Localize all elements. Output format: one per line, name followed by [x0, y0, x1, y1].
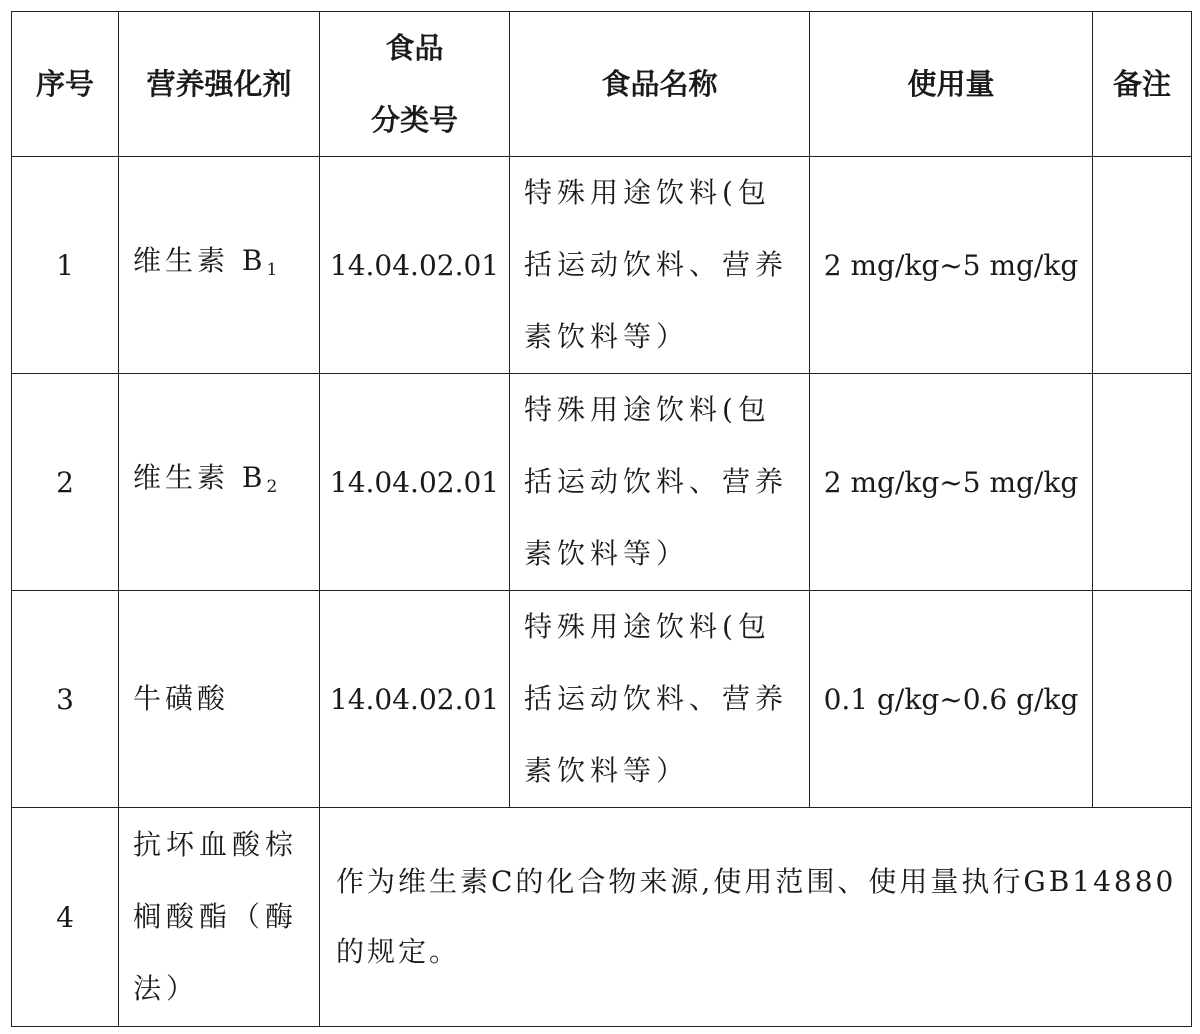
- row-agent-subscript: 1: [266, 259, 278, 280]
- row-note-text: 作为维生素C的化合物来源,使用范围、使用量执行GB14880的规定。: [336, 865, 1177, 968]
- row-food-name-text: 特殊用途饮料(包括运动饮料、营养素饮料等）: [524, 176, 789, 353]
- row-agent: [119, 808, 320, 1027]
- row-food-name: [510, 591, 810, 808]
- row-dosage: 0.1 g/kg~0.6 g/kg: [810, 591, 1093, 808]
- header-dosage: 使用量: [810, 12, 1093, 157]
- header-agent: 营养强化剂: [119, 12, 320, 157]
- row-note: [320, 808, 1192, 1027]
- header-row: [12, 12, 1192, 157]
- header-food-name: 食品名称: [510, 12, 810, 157]
- row-category: 14.04.02.01: [320, 591, 510, 808]
- row-remark: [1093, 374, 1192, 591]
- row-agent: [119, 157, 320, 374]
- header-seq: 序号: [12, 12, 119, 157]
- row-agent-text: 抗坏血酸棕榈酸酯（酶法）: [133, 828, 299, 1005]
- row-food-name-text: 特殊用途饮料(包括运动饮料、营养素饮料等）: [524, 393, 789, 570]
- row-agent-text: 维生素 B: [133, 460, 267, 494]
- row-food-name-text: 特殊用途饮料(包括运动饮料、营养素饮料等）: [524, 610, 789, 787]
- table-row: [12, 374, 1192, 591]
- row-agent: [119, 374, 320, 591]
- header-category-line1: 食品: [385, 31, 444, 65]
- row-seq: 4: [12, 808, 119, 1027]
- row-seq: 3: [12, 591, 119, 808]
- row-remark: [1093, 157, 1192, 374]
- row-category: 14.04.02.01: [320, 374, 510, 591]
- row-seq: 1: [12, 157, 119, 374]
- table-row: [12, 808, 1192, 1027]
- row-food-name: [510, 374, 810, 591]
- row-dosage: 2 mg/kg~5 mg/kg: [810, 157, 1093, 374]
- row-seq: 2: [12, 374, 119, 591]
- table-row: [12, 591, 1192, 808]
- row-agent-subscript: 2: [266, 476, 278, 497]
- row-agent: 牛磺酸: [119, 591, 320, 808]
- row-food-name: [510, 157, 810, 374]
- table-row: [12, 157, 1192, 374]
- nutrient-fortifier-table: [11, 11, 1192, 1027]
- row-dosage: 2 mg/kg~5 mg/kg: [810, 374, 1093, 591]
- row-remark: [1093, 591, 1192, 808]
- header-remark: 备注: [1093, 12, 1192, 157]
- header-category-line2: 分类号: [370, 103, 458, 137]
- header-category: [320, 12, 510, 157]
- row-category: 14.04.02.01: [320, 157, 510, 374]
- row-agent-text: 维生素 B: [133, 243, 267, 277]
